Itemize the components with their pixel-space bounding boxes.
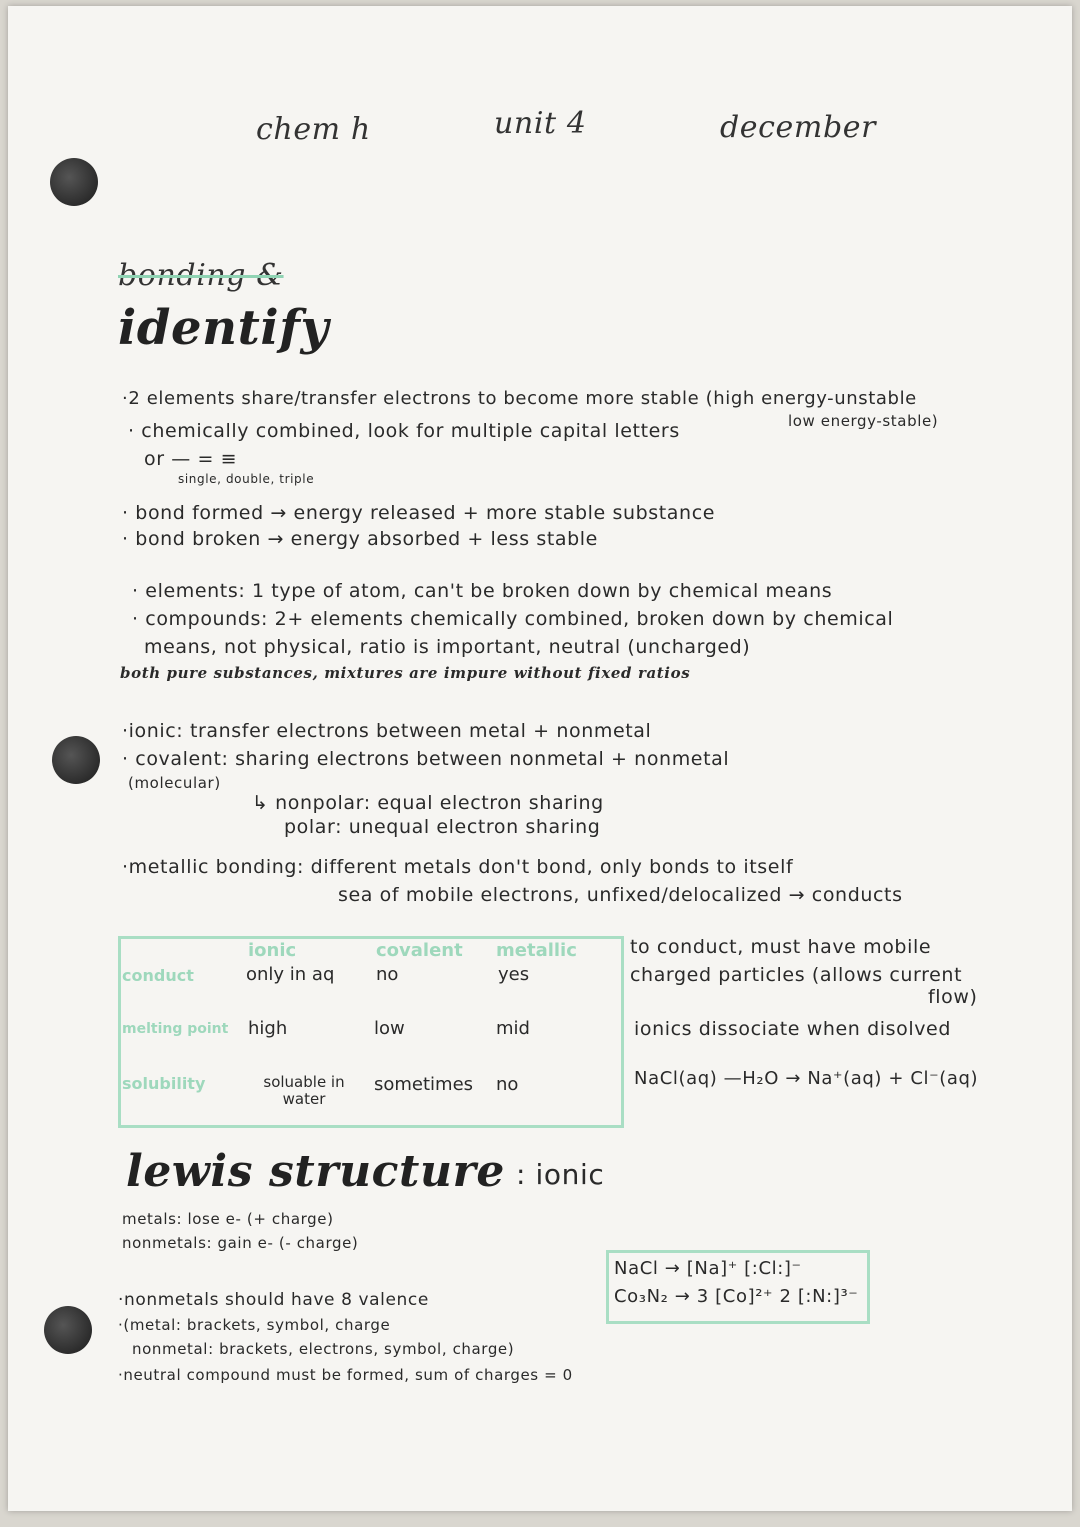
note-line: ↳ nonpolar: equal electron sharing bbox=[252, 792, 604, 814]
section-title: identify bbox=[118, 300, 329, 356]
note-line: (molecular) bbox=[128, 774, 221, 792]
note-line: ·metallic bonding: different metals don't bond, only bonds to itself bbox=[122, 856, 794, 878]
note-line: · compounds: 2+ elements chemically combined, broken down by chemical bbox=[132, 608, 894, 630]
table-row-label: solubility bbox=[122, 1074, 206, 1093]
note-line: ·nonmetals should have 8 valence bbox=[118, 1290, 429, 1310]
table-cell: no bbox=[496, 1074, 519, 1095]
table-cell: low bbox=[374, 1018, 405, 1039]
note-line: · chemically combined, look for multiple capital letters bbox=[128, 420, 680, 442]
note-line: ·2 elements share/transfer electrons to become more stable (high energy-unstable bbox=[122, 388, 917, 409]
table-cell: high bbox=[248, 1018, 288, 1039]
header-course: chem h bbox=[256, 112, 371, 147]
side-note: to conduct, must have mobile bbox=[630, 936, 932, 958]
lewis-formula: NaCl → [Na]⁺ [:Cl:]⁻ bbox=[614, 1258, 802, 1279]
dissociation-equation: NaCl(aq) —H₂O → Na⁺(aq) + Cl⁻(aq) bbox=[634, 1068, 979, 1089]
note-line: · elements: 1 type of atom, can't be broken down by chemical means bbox=[132, 580, 833, 602]
note-line: nonmetals: gain e- (- charge) bbox=[122, 1234, 359, 1252]
table-cell: mid bbox=[496, 1018, 530, 1039]
note-line: low energy-stable) bbox=[788, 412, 939, 430]
note-line: ·ionic: transfer electrons between metal + nonmetal bbox=[122, 720, 652, 742]
side-note: ionics dissociate when disolved bbox=[634, 1018, 952, 1040]
section-subtitle: : ionic bbox=[516, 1158, 605, 1191]
punch-hole-bottom bbox=[44, 1306, 92, 1354]
lewis-formula: Co₃N₂ → 3 [Co]²⁺ 2 [:N:]³⁻ bbox=[614, 1286, 859, 1307]
note-line: single, double, triple bbox=[178, 472, 315, 486]
table-cell: yes bbox=[498, 964, 530, 985]
note-line: ·neutral compound must be formed, sum of charges = 0 bbox=[118, 1366, 573, 1384]
table-cell: no bbox=[376, 964, 399, 985]
note-line: · bond formed → energy released + more stable substance bbox=[122, 502, 716, 524]
note-line: metals: lose e- (+ charge) bbox=[122, 1210, 334, 1228]
table-header: metallic bbox=[496, 940, 577, 961]
table-header: covalent bbox=[376, 940, 463, 961]
table-cell: soluable in water bbox=[263, 1073, 345, 1108]
notebook-page bbox=[8, 6, 1072, 1511]
note-line: nonmetal: brackets, electrons, symbol, charge) bbox=[132, 1340, 515, 1358]
side-note: flow) bbox=[928, 986, 978, 1008]
table-cell: only in aq bbox=[246, 964, 335, 985]
section-title-struck: bonding & bbox=[118, 258, 284, 293]
header-unit: unit 4 bbox=[494, 106, 587, 141]
table-row-label: conduct bbox=[122, 966, 194, 985]
table-cell: sometimes bbox=[374, 1074, 474, 1095]
punch-hole-top bbox=[50, 158, 98, 206]
note-line: polar: unequal electron sharing bbox=[284, 816, 601, 838]
table-header: ionic bbox=[248, 940, 297, 961]
punch-hole-middle bbox=[52, 736, 100, 784]
note-line: both pure substances, mixtures are impure without fixed ratios bbox=[120, 664, 691, 682]
note-line: or — = ≡ bbox=[144, 448, 238, 470]
note-line: sea of mobile electrons, unfixed/delocalized → conducts bbox=[338, 884, 903, 906]
note-line: · covalent: sharing electrons between nonmetal + nonmetal bbox=[122, 748, 730, 770]
header-month: december bbox=[720, 110, 877, 145]
table-row-label: melting point bbox=[122, 1021, 229, 1037]
section-title: lewis structure bbox=[126, 1146, 505, 1197]
side-note: charged particles (allows current bbox=[630, 964, 963, 986]
note-line: means, not physical, ratio is important, neutral (uncharged) bbox=[144, 636, 751, 658]
note-line: ·(metal: brackets, symbol, charge bbox=[118, 1316, 391, 1334]
note-line: · bond broken → energy absorbed + less stable bbox=[122, 528, 598, 550]
